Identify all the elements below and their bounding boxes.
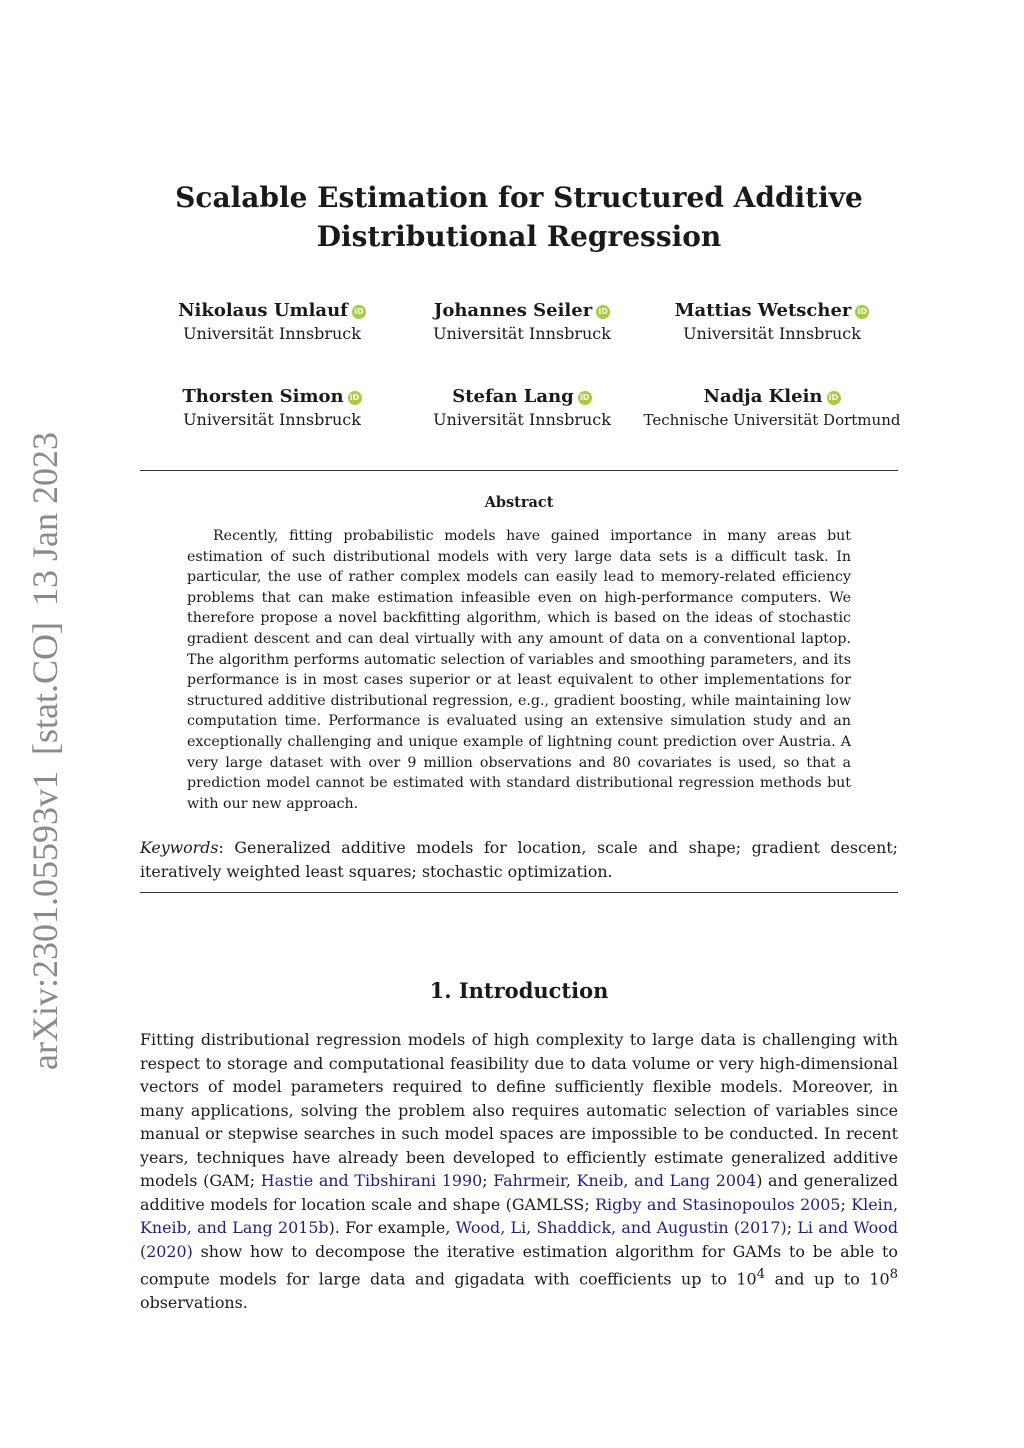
divider-top xyxy=(140,470,898,471)
title-line-2: Distributional Regression xyxy=(316,220,722,253)
abstract-heading: Abstract xyxy=(484,494,554,511)
divider-bottom xyxy=(140,892,898,893)
exponent: 8 xyxy=(889,1267,898,1282)
keywords-text: : Generalized additive models for location, scale and shape; gradient descent; iteratively weighted least squares; stochastic optimization. xyxy=(140,838,898,881)
citation-link[interactable]: Wood, Li, Shaddick, and Augustin xyxy=(455,1218,729,1237)
arxiv-category: [stat.CO] xyxy=(25,622,65,756)
keywords xyxy=(140,836,898,883)
citation-year-link[interactable]: (2020) xyxy=(140,1241,193,1261)
orcid-icon[interactable]: iD xyxy=(348,391,362,405)
author-block xyxy=(622,299,922,345)
arxiv-date: 13 Jan 2023 xyxy=(25,432,65,607)
orcid-icon[interactable]: iD xyxy=(578,391,592,405)
arxiv-identifier-stamp xyxy=(20,432,70,1070)
arxiv-id[interactable]: arXiv:2301.05593v1 xyxy=(25,771,65,1070)
citation-link[interactable]: Hastie and Tibshirani 1990 xyxy=(260,1171,483,1190)
abstract-text: Recently, fitting probabilistic models have gained importance in many areas but estimation of such distributional models with very large data sets is a difficult task. In particular, the use of rather complex models can easily lead to memory-related efficiency problems that can make estimation infeasible even on high-performance computers. We therefore propose a novel backfitting algorithm, which is based on the ideas of stochastic gradient descent and can deal virtually with any amount of data on a conventional laptop. The algorithm performs automatic selection of variables and smoothing parameters, and its performance is in most cases superior or at least equivalent to other implementations for structured additive distributional regression, e.g., gradient boosting, while maintaining low computation time. Performance is evaluated using an extensive simulation study and an exceptionally challenging and unique example of lightning count prediction over Austria. A very large dataset with over 9 million observations and 80 covariates is used, so that a prediction model cannot be estimated with standard distributional regression methods but with our new approach. xyxy=(187,528,851,812)
orcid-icon[interactable]: iD xyxy=(827,391,841,405)
author-block xyxy=(622,385,922,431)
author-name: Nikolaus Umlauf xyxy=(178,300,348,321)
author-name: Stefan Lang xyxy=(452,386,574,407)
introduction-paragraph: Fitting distributional regression models of high complexity to large data is challenging with respect to storage and computational feasibility due to data volume or very high-dimensional vectors of model parameters required to define sufficiently flexible models. Moreover, in many applications, solving the problem also requires automatic selection of variables since manual or stepwise searches in such model spaces are impossible to be conducted. In recent years, techniques have already been developed to efficiently estimate generalized additive models (GAM; Hastie and Tibshirani 1990; Fahrmeir, Kneib, and Lang 2004) and generalized additive models for location scale and shape (GAMLSS; Rigby and Stasinopoulos 2005; Klein, Kneib, and Lang 2015b). For example, Wood, Li, Shaddick, and Augustin (2017); Li and Wood (2020) show how to decompose the iterative estimation algorithm for GAMs to be able to compute models for large data and gigadata with coefficients up to $10^4$ and up to $10^8$ observations. xyxy=(140,1030,899,1312)
author-name: Nadja Klein xyxy=(703,386,823,407)
author-affiliation: Universität Innsbruck xyxy=(183,410,361,429)
keywords-label: Keywords xyxy=(140,838,219,857)
author-affiliation: Universität Innsbruck xyxy=(183,324,361,343)
author-name: Mattias Wetscher xyxy=(674,300,852,321)
section-heading-introduction: 1. Introduction xyxy=(429,978,609,1003)
citation-link[interactable]: Li and Wood xyxy=(797,1218,898,1237)
exponent: 4 xyxy=(756,1267,766,1282)
paper-title xyxy=(140,178,898,256)
citation-link[interactable]: Fahrmeir, Kneib, and Lang 2004 xyxy=(493,1171,757,1190)
orcid-icon[interactable]: iD xyxy=(596,305,610,319)
citation-link[interactable]: Klein, Kneib, and Lang 2015b xyxy=(140,1194,898,1237)
author-affiliation: Universität Innsbruck xyxy=(433,410,611,429)
orcid-icon[interactable]: iD xyxy=(352,305,366,319)
orcid-icon[interactable]: iD xyxy=(855,305,869,319)
author-name: Johannes Seiler xyxy=(433,300,593,321)
author-affiliation: Universität Innsbruck xyxy=(433,324,611,343)
author-name: Thorsten Simon xyxy=(182,386,344,407)
citation-year-link[interactable]: (2017) xyxy=(733,1218,787,1237)
author-affiliation: Universität Innsbruck xyxy=(683,324,861,343)
citation-link[interactable]: Rigby and Stasinopoulos 2005 xyxy=(595,1194,841,1214)
title-line-1: Scalable Estimation for Structured Additive xyxy=(175,181,863,214)
author-affiliation: Technische Universität Dortmund xyxy=(643,411,901,429)
